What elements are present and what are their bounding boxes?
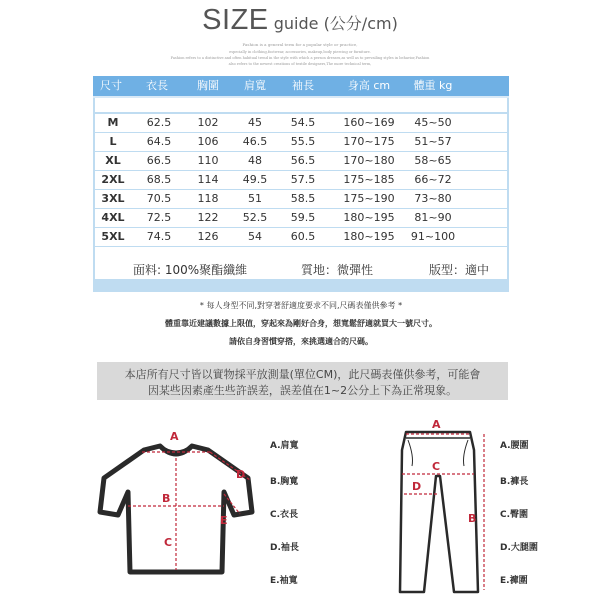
shirt-legend-c: C.衣長: [270, 510, 299, 520]
cell-height: 160~169: [343, 116, 395, 129]
cell-weight: 66~72: [414, 173, 452, 186]
col-weight: 體重 kg: [413, 79, 453, 92]
tagline-3: Fashion refers to a distinctive and often habitual trend in the style with which a person dresses,as well as to prevailing styles in behavior,Fashion: [170, 56, 430, 60]
disclaimer-line-2: 因某些因素產生些許誤差，誤差值在1~2公分上下為正常現象。: [147, 384, 458, 397]
cell-chest: 114: [197, 173, 219, 186]
cell-chest: 126: [197, 230, 219, 243]
cell-sleeve: 54.5: [290, 116, 316, 129]
cell-sleeve: 60.5: [290, 230, 316, 243]
cell-size: 4XL: [101, 211, 125, 224]
pants-legend-d: D.大腿圍: [500, 543, 538, 553]
cell-shoulder: 49.5: [242, 173, 268, 186]
fit-text: 版型：適中: [429, 263, 490, 277]
cell-size: 3XL: [101, 192, 125, 205]
cell-shoulder: 48: [248, 154, 262, 167]
fabric-text: 面料: 100%聚酯纖維: [133, 263, 248, 277]
note-line-1: * 每人身型不同,對穿著舒適度要求不同,尺碼表僅供參考 *: [199, 301, 403, 310]
cell-weight: 58~65: [414, 154, 452, 167]
title-main: SIZE: [202, 4, 269, 36]
table-spacer: [95, 98, 507, 112]
note-line-3: 請依自身習慣穿搭，來挑選適合的尺碼。: [229, 337, 373, 346]
pants-letter-c: C: [432, 460, 441, 473]
cell-length: 62.5: [146, 116, 172, 129]
cell-chest: 106: [197, 135, 219, 148]
pants-letter-b: B: [468, 512, 477, 525]
cell-sleeve: 56.5: [290, 154, 316, 167]
cell-weight: 73~80: [414, 192, 452, 205]
cell-height: 170~180: [343, 154, 395, 167]
cell-shoulder: 54: [248, 230, 262, 243]
pants-legend-e: E.褲圍: [500, 576, 528, 586]
table-row: [95, 209, 507, 227]
table-row: [95, 171, 507, 189]
tagline-2: especially in clothing,footwear, accessories, makeup,body piercing or furniture.: [229, 50, 371, 54]
cell-weight: 51~57: [414, 135, 452, 148]
col-chest: 胸圍: [197, 79, 219, 92]
cell-chest: 110: [197, 154, 219, 167]
cell-sleeve: 59.5: [290, 211, 316, 224]
col-height: 身高 cm: [347, 79, 391, 92]
size-guide-header: [0, 0, 600, 72]
pants-legend-a: A.腰圍: [500, 441, 529, 451]
table-row: [95, 190, 507, 208]
cell-sleeve: 57.5: [290, 173, 316, 186]
table-header: [93, 76, 509, 96]
pants-outline: [400, 432, 478, 592]
cell-weight: 91~100: [410, 230, 456, 243]
pants-letter-a: A: [432, 418, 441, 431]
cell-length: 68.5: [146, 173, 172, 186]
cell-sleeve: 58.5: [290, 192, 316, 205]
cell-length: 66.5: [146, 154, 172, 167]
cell-chest: 118: [197, 192, 219, 205]
cell-height: 170~175: [343, 135, 395, 148]
tagline-1: Fashion is a general term for a popular style or practice,: [242, 42, 358, 47]
size-guide-title: [0, 4, 600, 37]
cell-shoulder: 52.5: [242, 211, 268, 224]
shirt-legend-d: D.袖長: [270, 543, 299, 553]
col-sleeve: 袖長: [292, 79, 314, 92]
cell-sleeve: 55.5: [290, 135, 316, 148]
shirt-legend-a: A.肩寬: [270, 441, 299, 451]
shirt-letter-a: A: [170, 430, 179, 443]
cell-length: 64.5: [146, 135, 172, 148]
cell-height: 180~195: [343, 230, 395, 243]
pants-legend-b: B.褲長: [500, 477, 529, 487]
cell-size: 2XL: [101, 173, 125, 186]
shirt-letter-e: E: [220, 514, 228, 527]
shirt-legend-b: B.胸寬: [270, 477, 299, 487]
cell-shoulder: 51: [248, 192, 262, 205]
table-row: [95, 114, 507, 132]
col-size: 尺寸: [100, 79, 122, 92]
cell-size: M: [107, 116, 119, 129]
cell-height: 175~190: [343, 192, 395, 205]
shirt-diagram: [90, 422, 340, 592]
fabric-row: [95, 259, 507, 279]
table-row: [95, 133, 507, 151]
col-shoulder: 肩寬: [244, 79, 266, 92]
cell-size: 5XL: [101, 230, 125, 243]
cell-chest: 122: [197, 211, 219, 224]
tagline-4: also refers to the newest creations of textile designers,The more technical term,: [228, 62, 372, 66]
cell-size: L: [109, 135, 117, 148]
note-line-2: 體重靠近建議數據上限值，穿起來為剛好合身，想寬鬆舒適就買大一號尺寸。: [165, 319, 437, 328]
cell-weight: 45~50: [414, 116, 452, 129]
cell-chest: 102: [197, 116, 219, 129]
cell-size: XL: [105, 154, 121, 167]
pants-diagram: [382, 410, 512, 600]
cell-height: 175~185: [343, 173, 395, 186]
shirt-legend-e: E.袖寬: [270, 576, 298, 586]
notes-box: [93, 292, 509, 348]
pants-legend-c: C.臀圍: [500, 510, 529, 520]
title-sub: guide (公分/cm): [273, 14, 398, 33]
cell-length: 74.5: [146, 230, 172, 243]
table-row: [95, 228, 507, 246]
cell-height: 180~195: [343, 211, 395, 224]
cell-length: 70.5: [146, 192, 172, 205]
cell-weight: 81~90: [414, 211, 452, 224]
cell-shoulder: 45: [248, 116, 262, 129]
cell-shoulder: 46.5: [242, 135, 268, 148]
shirt-letter-b: B: [162, 492, 171, 505]
disclaimer-line-1: 本店所有尺寸皆以實物採平放測量(單位CM)，此尺碼表僅供參考，可能會: [124, 368, 481, 381]
table-row: [95, 152, 507, 170]
col-length: 衣長: [146, 79, 168, 92]
cell-length: 72.5: [146, 211, 172, 224]
pants-letter-d: D: [412, 480, 422, 493]
texture-text: 質地：微彈性: [301, 263, 374, 277]
shirt-letter-c: C: [164, 536, 173, 549]
measurement-disclaimer: [97, 362, 508, 400]
shirt-letter-d: D: [236, 468, 246, 481]
